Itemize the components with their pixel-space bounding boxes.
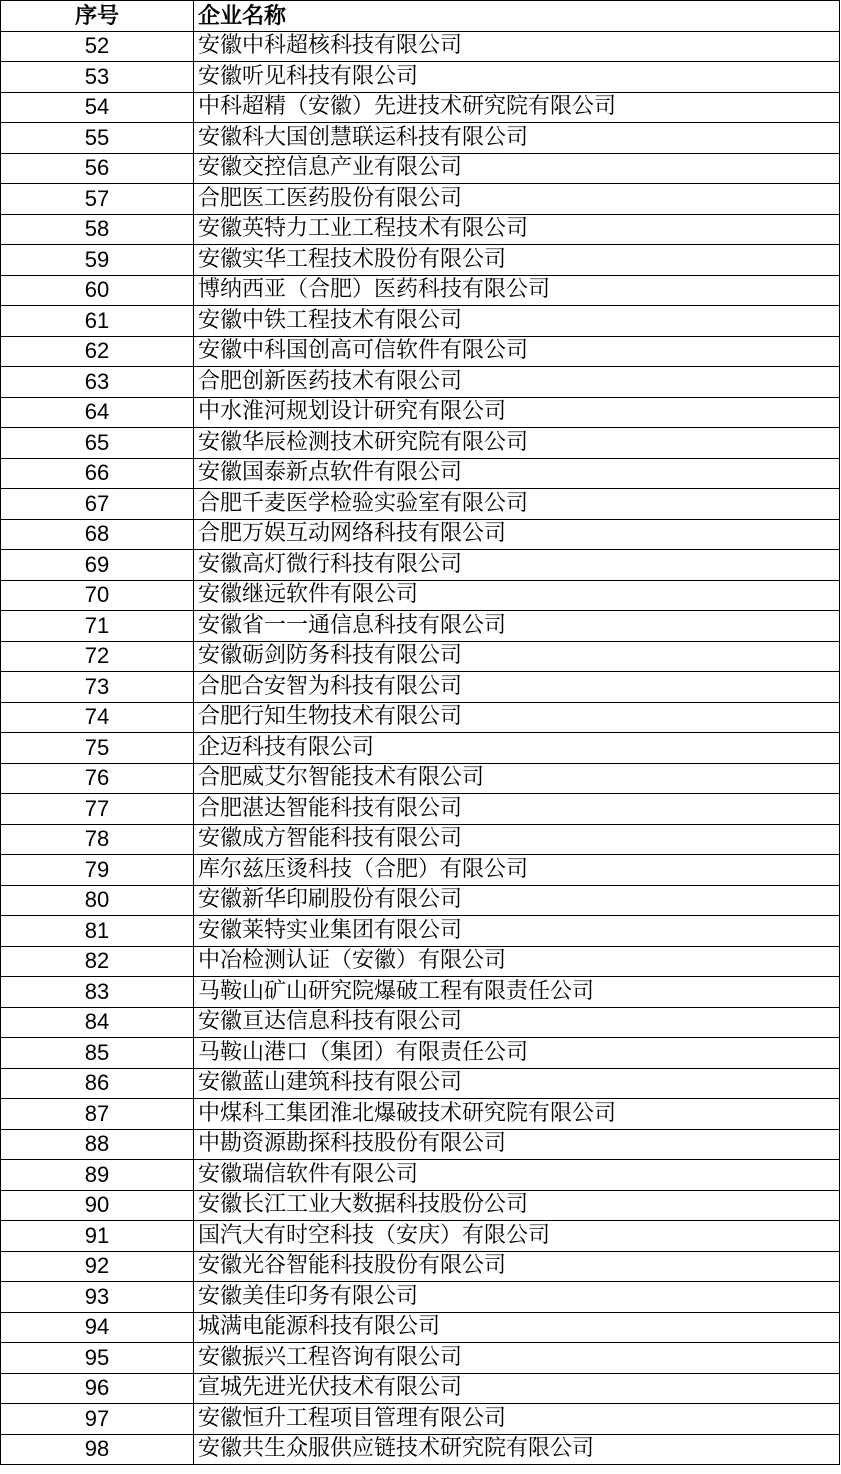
table-row <box>1 855 840 886</box>
table-row <box>1 946 840 977</box>
table-row <box>1 1160 840 1191</box>
company-name-cell: 安徽省一一通信息科技有限公司 <box>194 611 840 642</box>
table-row <box>1 489 840 520</box>
serial-number-cell: 61 <box>1 306 194 337</box>
table-row <box>1 763 840 794</box>
table-row <box>1 1007 840 1038</box>
serial-number-cell: 81 <box>1 916 194 947</box>
company-name-cell: 合肥万娱互动网络科技有限公司 <box>194 519 840 550</box>
serial-number-cell: 58 <box>1 214 194 245</box>
company-name-cell: 安徽科大国创慧联运科技有限公司 <box>194 123 840 154</box>
company-name-cell: 安徽振兴工程咨询有限公司 <box>194 1343 840 1374</box>
table-row <box>1 1221 840 1252</box>
company-name-cell: 马鞍山矿山研究院爆破工程有限责任公司 <box>194 977 840 1008</box>
serial-number-cell: 62 <box>1 336 194 367</box>
company-name-cell: 安徽中科国创高可信软件有限公司 <box>194 336 840 367</box>
header-company-name: 企业名称 <box>194 1 840 32</box>
company-name-cell: 中水淮河规划设计研究有限公司 <box>194 397 840 428</box>
table-row <box>1 977 840 1008</box>
serial-number-cell: 83 <box>1 977 194 1008</box>
serial-number-cell: 77 <box>1 794 194 825</box>
table-row <box>1 916 840 947</box>
serial-number-cell: 87 <box>1 1099 194 1130</box>
serial-number-cell: 55 <box>1 123 194 154</box>
company-name-cell: 安徽瑞信软件有限公司 <box>194 1160 840 1191</box>
company-name-cell: 合肥千麦医学检验实验室有限公司 <box>194 489 840 520</box>
company-name-cell: 安徽英特力工业工程技术有限公司 <box>194 214 840 245</box>
serial-number-cell: 93 <box>1 1282 194 1313</box>
serial-number-cell: 78 <box>1 824 194 855</box>
table-row <box>1 123 840 154</box>
serial-number-cell: 74 <box>1 702 194 733</box>
serial-number-cell: 72 <box>1 641 194 672</box>
company-name-cell: 博纳西亚（合肥）医药科技有限公司 <box>194 275 840 306</box>
table-row <box>1 885 840 916</box>
company-name-cell: 安徽华辰检测技术研究院有限公司 <box>194 428 840 459</box>
company-name-cell: 安徽中铁工程技术有限公司 <box>194 306 840 337</box>
company-name-cell: 安徽听见科技有限公司 <box>194 62 840 93</box>
table-row <box>1 641 840 672</box>
table-row <box>1 824 840 855</box>
table-row <box>1 1129 840 1160</box>
company-name-cell: 安徽继远软件有限公司 <box>194 580 840 611</box>
table-body <box>1 31 840 1465</box>
serial-number-cell: 84 <box>1 1007 194 1038</box>
serial-number-cell: 82 <box>1 946 194 977</box>
company-name-cell: 库尔兹压烫科技（合肥）有限公司 <box>194 855 840 886</box>
table-row <box>1 1099 840 1130</box>
serial-number-cell: 64 <box>1 397 194 428</box>
header-serial-number: 序号 <box>1 1 194 32</box>
table-row <box>1 1038 840 1069</box>
company-name-cell: 安徽莱特实业集团有限公司 <box>194 916 840 947</box>
table-row <box>1 428 840 459</box>
table-row <box>1 336 840 367</box>
table-row <box>1 794 840 825</box>
company-name-cell: 安徽光谷智能科技股份有限公司 <box>194 1251 840 1282</box>
company-name-cell: 安徽美佳印务有限公司 <box>194 1282 840 1313</box>
serial-number-cell: 56 <box>1 153 194 184</box>
company-name-cell: 中科超精（安徽）先进技术研究院有限公司 <box>194 92 840 123</box>
company-name-cell: 中煤科工集团淮北爆破技术研究院有限公司 <box>194 1099 840 1130</box>
table-row <box>1 1404 840 1435</box>
company-name-cell: 马鞍山港口（集团）有限责任公司 <box>194 1038 840 1069</box>
table-row <box>1 1190 840 1221</box>
company-name-cell: 安徽高灯微行科技有限公司 <box>194 550 840 581</box>
serial-number-cell: 92 <box>1 1251 194 1282</box>
table-row <box>1 214 840 245</box>
company-name-cell: 安徽成方智能科技有限公司 <box>194 824 840 855</box>
serial-number-cell: 91 <box>1 1221 194 1252</box>
table-row <box>1 245 840 276</box>
table-row <box>1 31 840 62</box>
table-row <box>1 275 840 306</box>
serial-number-cell: 79 <box>1 855 194 886</box>
company-name-cell: 安徽交控信息产业有限公司 <box>194 153 840 184</box>
serial-number-cell: 70 <box>1 580 194 611</box>
table-row <box>1 1251 840 1282</box>
table-row <box>1 1343 840 1374</box>
serial-number-cell: 86 <box>1 1068 194 1099</box>
serial-number-cell: 98 <box>1 1434 194 1465</box>
table-row <box>1 1312 840 1343</box>
table-row <box>1 184 840 215</box>
company-name-cell: 城满电能源科技有限公司 <box>194 1312 840 1343</box>
serial-number-cell: 73 <box>1 672 194 703</box>
serial-number-cell: 66 <box>1 458 194 489</box>
company-name-cell: 安徽实华工程技术股份有限公司 <box>194 245 840 276</box>
company-name-cell: 安徽砺剑防务科技有限公司 <box>194 641 840 672</box>
table-row <box>1 1434 840 1465</box>
company-name-cell: 中勘资源勘探科技股份有限公司 <box>194 1129 840 1160</box>
table-row <box>1 397 840 428</box>
company-name-cell: 合肥湛达智能科技有限公司 <box>194 794 840 825</box>
serial-number-cell: 88 <box>1 1129 194 1160</box>
company-name-cell: 合肥合安智为科技有限公司 <box>194 672 840 703</box>
table-row <box>1 306 840 337</box>
company-name-cell: 安徽中科超核科技有限公司 <box>194 31 840 62</box>
serial-number-cell: 89 <box>1 1160 194 1191</box>
company-name-cell: 安徽亘达信息科技有限公司 <box>194 1007 840 1038</box>
serial-number-cell: 71 <box>1 611 194 642</box>
serial-number-cell: 94 <box>1 1312 194 1343</box>
header-row <box>1 1 840 32</box>
table-row <box>1 1373 840 1404</box>
table-row <box>1 1068 840 1099</box>
company-name-cell: 安徽新华印刷股份有限公司 <box>194 885 840 916</box>
serial-number-cell: 69 <box>1 550 194 581</box>
table-row <box>1 458 840 489</box>
serial-number-cell: 52 <box>1 31 194 62</box>
table-row <box>1 580 840 611</box>
company-name-cell: 安徽国泰新点软件有限公司 <box>194 458 840 489</box>
table-row <box>1 92 840 123</box>
serial-number-cell: 68 <box>1 519 194 550</box>
company-name-cell: 中冶检测认证（安徽）有限公司 <box>194 946 840 977</box>
serial-number-cell: 80 <box>1 885 194 916</box>
company-name-cell: 合肥威艾尔智能技术有限公司 <box>194 763 840 794</box>
table-row <box>1 1282 840 1313</box>
company-name-cell: 企迈科技有限公司 <box>194 733 840 764</box>
serial-number-cell: 67 <box>1 489 194 520</box>
company-name-cell: 合肥行知生物技术有限公司 <box>194 702 840 733</box>
serial-number-cell: 63 <box>1 367 194 398</box>
table-row <box>1 153 840 184</box>
serial-number-cell: 85 <box>1 1038 194 1069</box>
serial-number-cell: 96 <box>1 1373 194 1404</box>
table-row <box>1 62 840 93</box>
table-row <box>1 672 840 703</box>
serial-number-cell: 76 <box>1 763 194 794</box>
serial-number-cell: 97 <box>1 1404 194 1435</box>
serial-number-cell: 60 <box>1 275 194 306</box>
table-row <box>1 519 840 550</box>
company-name-cell: 合肥创新医药技术有限公司 <box>194 367 840 398</box>
table-row <box>1 367 840 398</box>
company-name-cell: 安徽共生众服供应链技术研究院有限公司 <box>194 1434 840 1465</box>
serial-number-cell: 59 <box>1 245 194 276</box>
company-name-cell: 安徽恒升工程项目管理有限公司 <box>194 1404 840 1435</box>
table-row <box>1 733 840 764</box>
serial-number-cell: 95 <box>1 1343 194 1374</box>
serial-number-cell: 57 <box>1 184 194 215</box>
company-name-cell: 安徽长江工业大数据科技股份公司 <box>194 1190 840 1221</box>
serial-number-cell: 90 <box>1 1190 194 1221</box>
serial-number-cell: 65 <box>1 428 194 459</box>
company-name-cell: 安徽蓝山建筑科技有限公司 <box>194 1068 840 1099</box>
company-name-cell: 宣城先进光伏技术有限公司 <box>194 1373 840 1404</box>
serial-number-cell: 54 <box>1 92 194 123</box>
serial-number-cell: 53 <box>1 62 194 93</box>
serial-number-cell: 75 <box>1 733 194 764</box>
table-row <box>1 550 840 581</box>
company-name-cell: 国汽大有时空科技（安庆）有限公司 <box>194 1221 840 1252</box>
company-name-cell: 合肥医工医药股份有限公司 <box>194 184 840 215</box>
table-row <box>1 611 840 642</box>
table-row <box>1 702 840 733</box>
